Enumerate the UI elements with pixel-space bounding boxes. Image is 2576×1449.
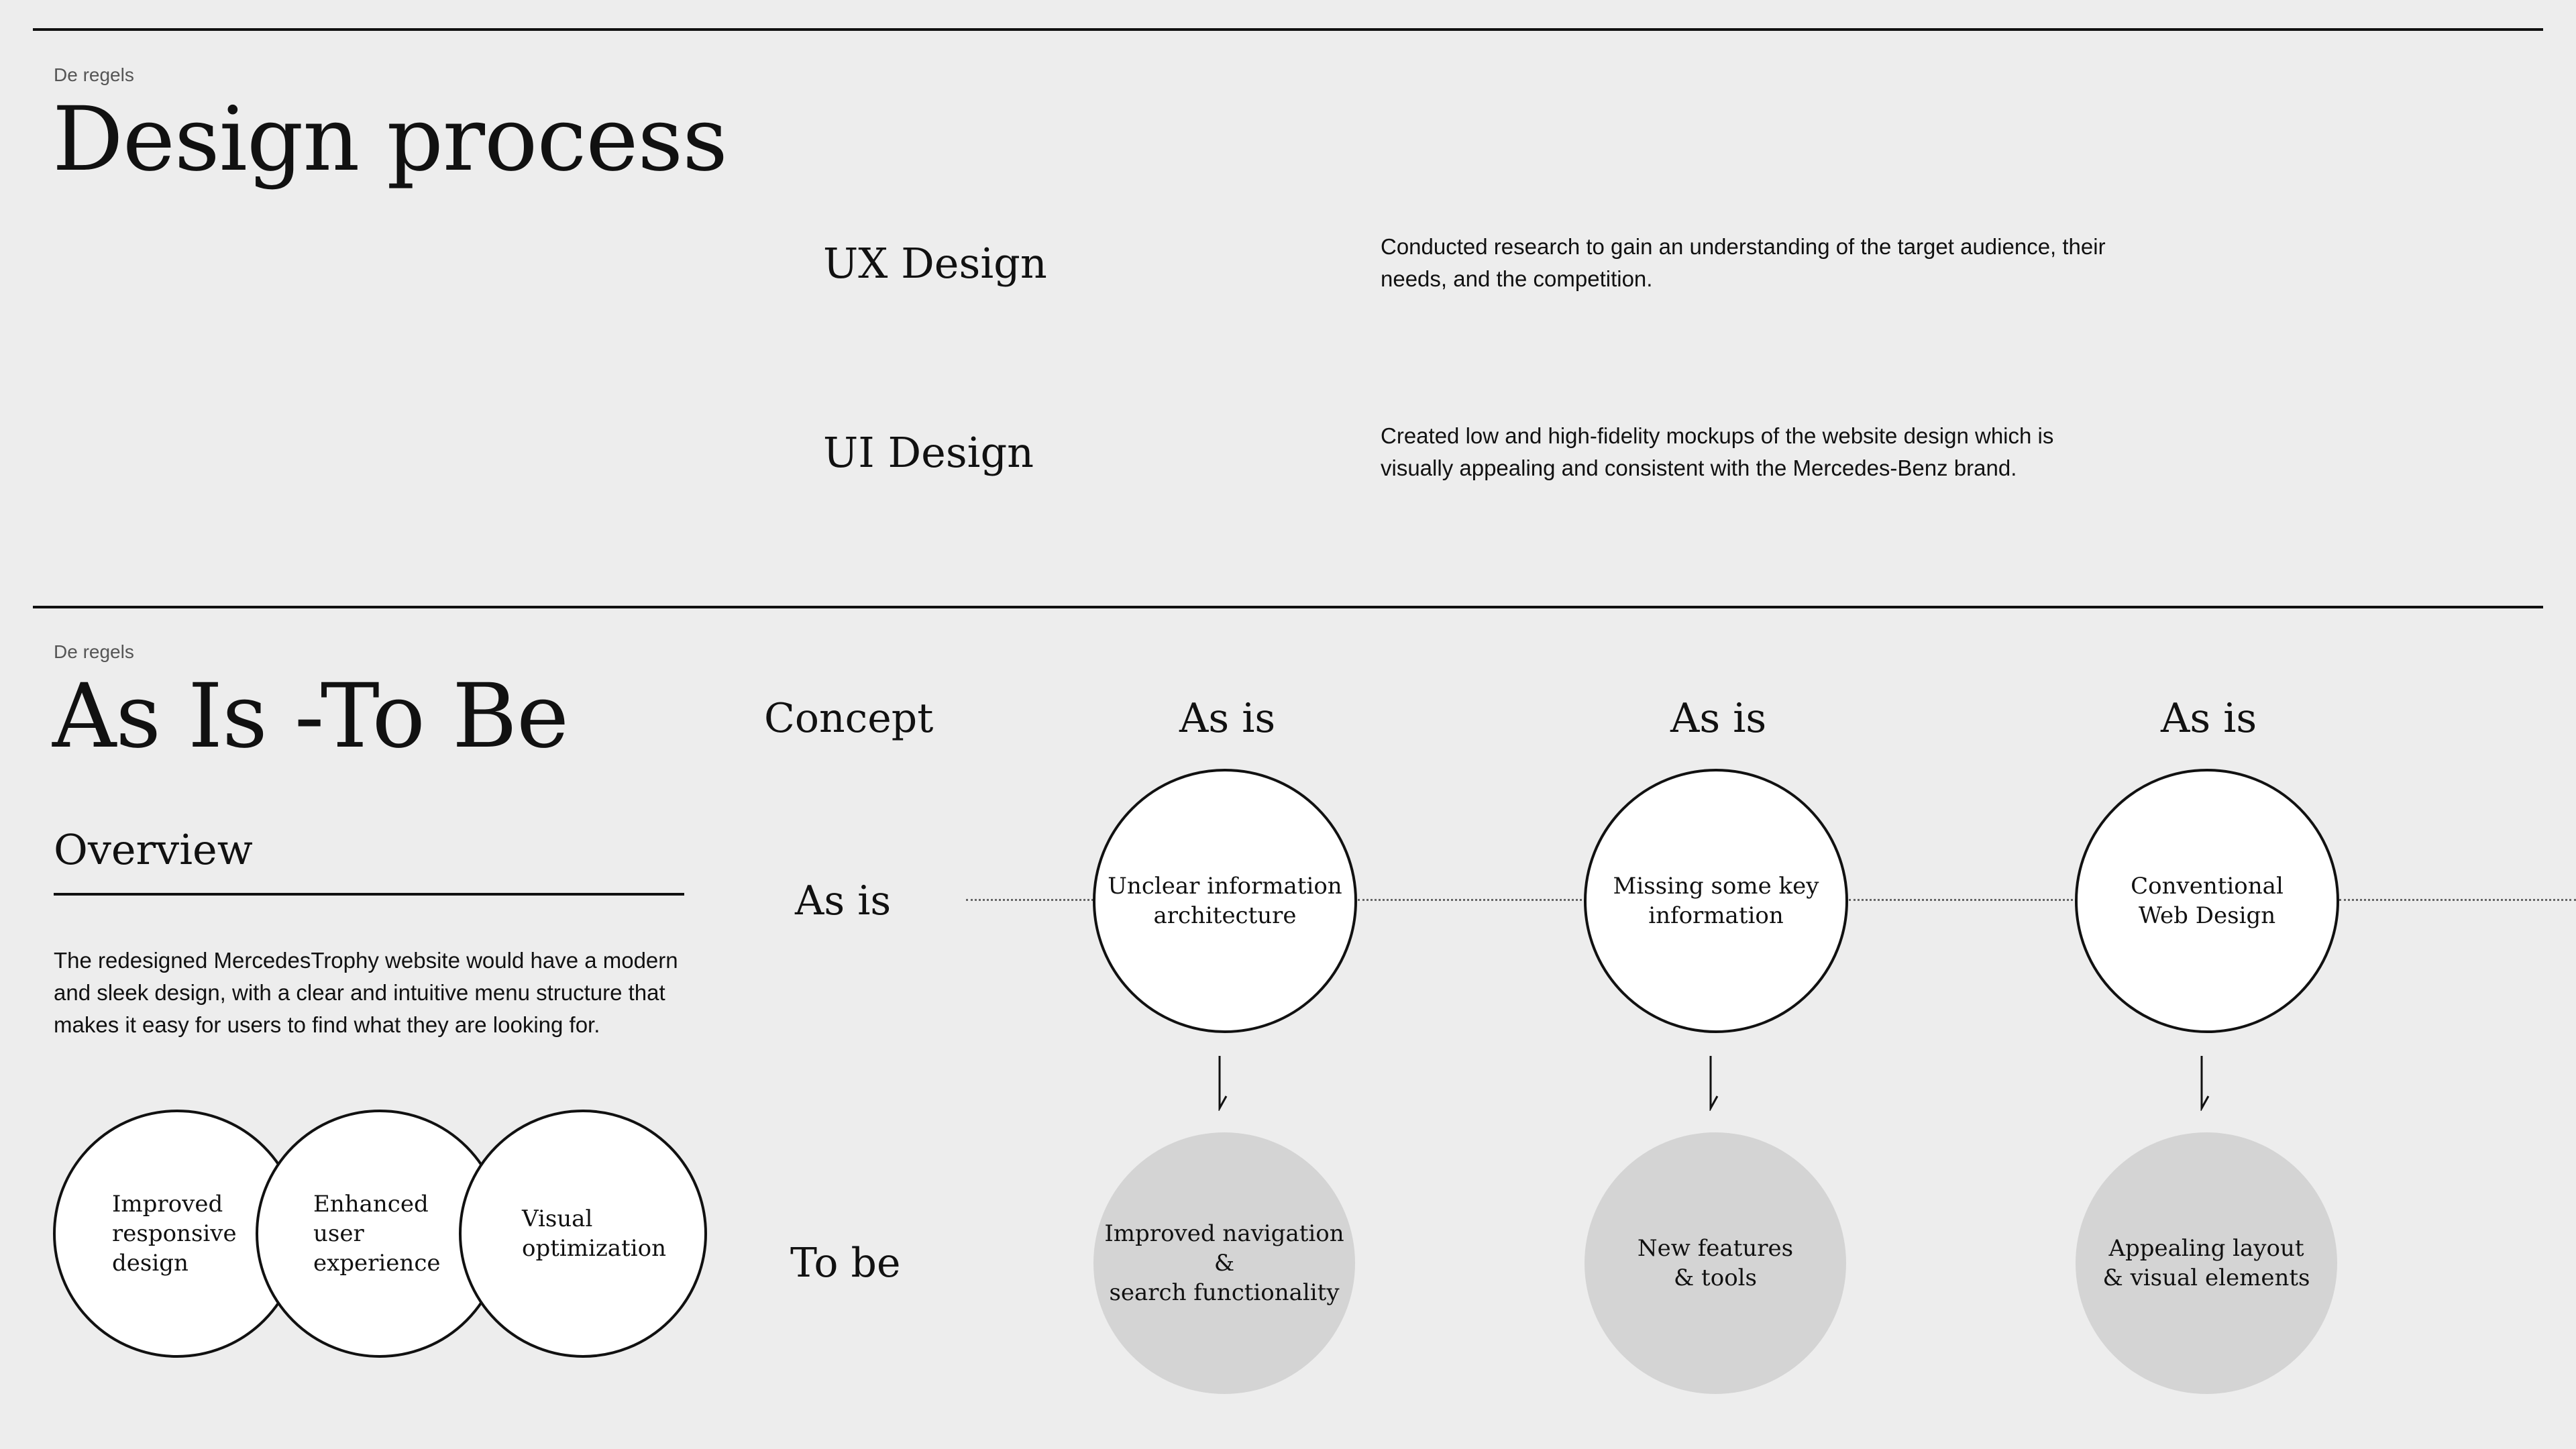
ux-design-description: Conducted research to gain an understanding of the target audience, their needs, and the competition. — [1381, 234, 2106, 291]
ux-design-label: UX Design — [823, 239, 1047, 288]
overview-circle-label: Improved responsive design — [112, 1191, 237, 1277]
concept-label: Concept — [764, 695, 934, 742]
overview-heading: Overview — [54, 825, 253, 874]
column-header: As is — [1179, 695, 1276, 742]
arrow-down-icon — [1208, 1055, 1228, 1111]
to-be-circle-label: Improved navigation & search functionality — [1104, 1220, 1344, 1306]
to-be-row-label: To be — [790, 1240, 901, 1287]
to-be-circle-label: Appealing layout & visual elements — [2102, 1235, 2310, 1291]
section-title: As Is -To Be — [52, 665, 569, 768]
connector-line — [1849, 899, 2077, 901]
as-is-circle — [2075, 769, 2339, 1033]
arrow-down-icon — [2190, 1055, 2210, 1111]
as-is-circle-label: Conventional Web Design — [2131, 873, 2284, 929]
connector-line — [1358, 899, 1586, 901]
as-is-circle — [1584, 769, 1848, 1033]
connector-line — [966, 899, 1093, 901]
as-is-circle-label: Missing some key information — [1613, 873, 1819, 929]
overview-circle-visual — [459, 1110, 707, 1358]
ui-design-label: UI Design — [823, 428, 1034, 477]
to-be-circle-label: New features & tools — [1637, 1235, 1794, 1291]
to-be-circle — [1585, 1132, 1846, 1394]
overview-underline — [54, 893, 684, 896]
as-is-circle — [1093, 769, 1357, 1033]
top-divider — [33, 28, 2543, 31]
as-is-circle-label: Unclear information architecture — [1108, 873, 1342, 929]
as-is-row-label: As is — [795, 877, 892, 924]
overview-circle-label: Visual optimization — [522, 1205, 666, 1262]
arrow-down-icon — [1699, 1055, 1719, 1111]
to-be-circle — [1093, 1132, 1355, 1394]
to-be-circle — [2076, 1132, 2337, 1394]
overview-text: The redesigned MercedesTrophy website would have a modern and sleek design, with a clear and intuitive menu structure that makes it easy for users to find what they are looking for. — [54, 948, 678, 1037]
overview-circle-label: Enhanced user experience — [313, 1191, 441, 1277]
ui-design-description: Created low and high-fidelity mockups of the website design which is visually appealing and consistent with the Mercedes-Benz brand. — [1381, 423, 2054, 480]
page-title: Design process — [52, 88, 727, 191]
section-eyebrow: De regels — [54, 64, 134, 85]
column-header: As is — [1670, 695, 1767, 742]
column-header: As is — [2161, 695, 2257, 742]
section-divider — [33, 606, 2543, 608]
section-eyebrow: De regels — [54, 641, 134, 662]
connector-line — [2339, 899, 2576, 901]
